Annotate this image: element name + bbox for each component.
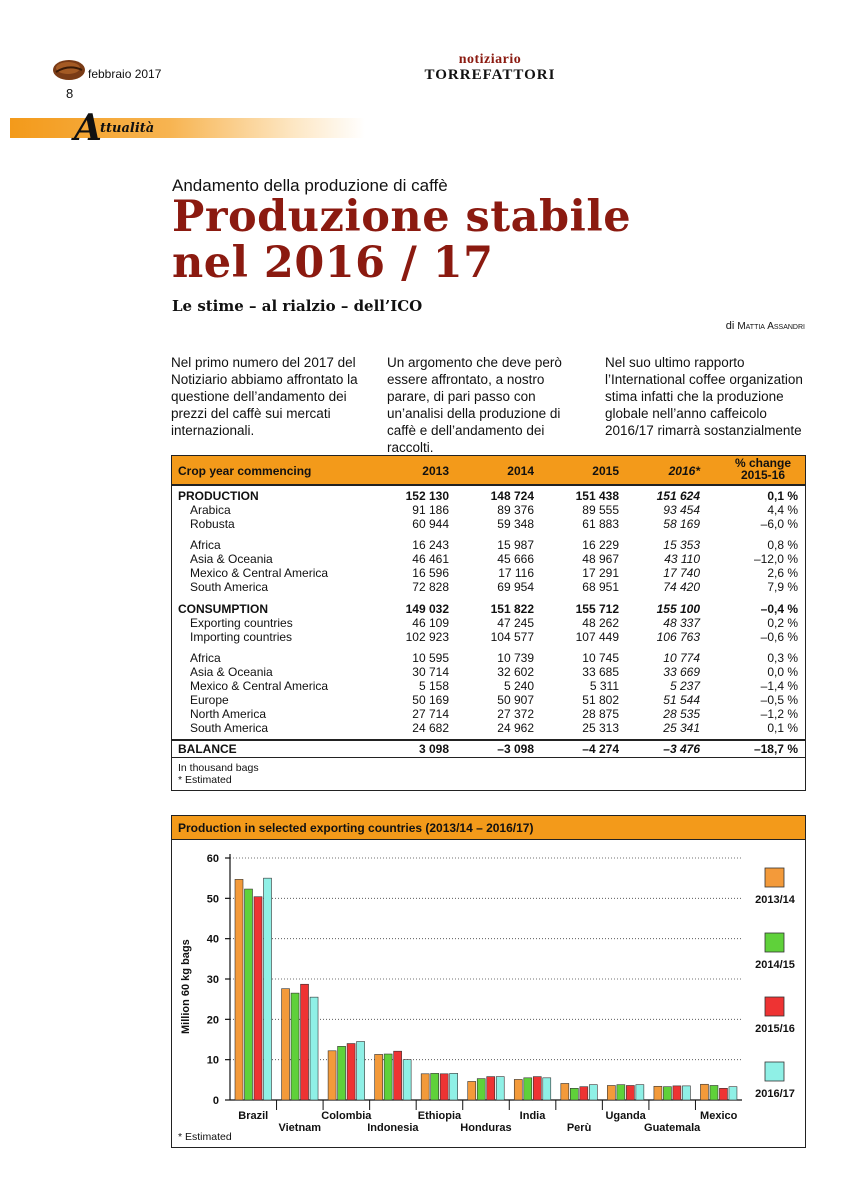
chart-canvas	[172, 816, 805, 1147]
table-cell: 33 685	[582, 665, 619, 679]
page-number: 8	[66, 86, 74, 101]
chart-bar	[561, 1083, 569, 1100]
table-row-label: Africa	[190, 651, 221, 665]
table-cell: 59 348	[497, 517, 534, 531]
chart-bar	[496, 1077, 504, 1100]
table-cell: 107 449	[575, 630, 619, 644]
table-header-2013: 2013	[422, 464, 449, 478]
table-cell: 48 337	[663, 616, 700, 630]
table-cell: 17 116	[498, 566, 534, 580]
chart-bar	[589, 1085, 597, 1100]
table-note-units: In thousand bags	[178, 762, 259, 774]
table-cell: 45 666	[497, 552, 534, 566]
table-row	[172, 552, 805, 566]
table-cell: 5 240	[503, 679, 534, 693]
table-cell: –12,0 %	[753, 552, 798, 566]
headline	[172, 194, 631, 286]
chart-x-tick-label: Vietnam	[278, 1122, 322, 1134]
issue-date: febbraio 2017	[88, 67, 162, 81]
chart-x-tick-label: Indonesia	[367, 1122, 419, 1134]
table-cell: 151 624	[656, 489, 700, 503]
table-cell: 10 774	[663, 651, 700, 665]
table-cell: 32 602	[497, 665, 534, 679]
table-cell: 102 923	[405, 630, 449, 644]
table-cell: 17 291	[582, 566, 619, 580]
chart-bar	[682, 1086, 690, 1100]
table-row-label: Asia & Oceania	[190, 552, 273, 566]
table-row-label: South America	[190, 721, 269, 735]
table-cell: 25 341	[663, 721, 700, 735]
table-cell: 24 962	[497, 721, 534, 735]
table-cell: 74 420	[663, 580, 700, 594]
chart-bar	[440, 1074, 448, 1100]
table-cell: 47 245	[497, 616, 534, 630]
table-cell: 93 454	[663, 503, 700, 517]
table-cell: 25 313	[582, 721, 619, 735]
chart-bar	[347, 1044, 355, 1100]
chart-legend-label: 2015/16	[755, 1023, 795, 1035]
kicker: Andamento della produzione di caffè	[172, 176, 448, 195]
byline-prefix: di	[725, 320, 738, 332]
chart-x-tick-label: Colombia	[321, 1110, 372, 1122]
table-cell: 10 595	[412, 651, 449, 665]
table-cell: 16 596	[412, 566, 449, 580]
chart-bar	[338, 1046, 346, 1100]
byline	[726, 320, 805, 332]
table-header-2015: 2015	[592, 464, 619, 478]
chart-x-tick-label: Brazil	[238, 1110, 269, 1122]
chart-x-tick-label: Mexico	[700, 1110, 738, 1122]
masthead-top: notiziario	[458, 52, 522, 67]
chart-bar	[282, 989, 290, 1100]
table-cell: 91 186	[412, 503, 449, 517]
table-row	[172, 602, 805, 616]
table-row-label: BALANCE	[178, 742, 237, 756]
table-cell: 69 954	[497, 580, 534, 594]
chart-y-tick-label: 60	[206, 853, 219, 865]
chart-legend-label: 2016/17	[755, 1088, 795, 1100]
table-cell: 5 311	[589, 679, 619, 693]
table-row	[172, 693, 805, 707]
body-column-1: Nel primo numero del 2017 del Notiziario abbiamo affrontato la questione dell’andamento dei prezzi del caffè sui mercati internazionali.	[171, 355, 358, 438]
chart-bar	[570, 1088, 578, 1100]
table-cell: 4,4 %	[767, 503, 798, 517]
chart-x-tick-label: Honduras	[460, 1122, 512, 1134]
table-row-label: Asia & Oceania	[190, 665, 273, 679]
body-column-3: Nel suo ultimo rapporto l’International coffee organization stima infatti che la produzione globale nell’anno caffeicolo 2016/17 rimarrà sostanzialmente	[605, 355, 803, 438]
table-cell: 17 740	[663, 566, 700, 580]
table-cell: 3 098	[418, 742, 449, 756]
table-cell: 60 944	[412, 517, 449, 531]
chart-x-tick-label: Uganda	[605, 1110, 646, 1122]
table-cell: 151 438	[575, 489, 619, 503]
table-cell: 152 130	[405, 489, 449, 503]
table-cell: 50 169	[412, 693, 449, 707]
table-cell: –18,7 %	[753, 742, 798, 756]
table-cell: 33 669	[663, 665, 700, 679]
table-cell: 0,3 %	[767, 651, 798, 665]
table-cell: 28 535	[663, 707, 700, 721]
table-cell: 5 237	[669, 679, 700, 693]
chart-bar	[673, 1086, 681, 1100]
chart-bar	[328, 1051, 336, 1100]
table-row-label: Africa	[190, 538, 221, 552]
table-cell: –4 274	[582, 742, 619, 756]
chart-legend-swatch	[765, 933, 784, 952]
table-cell: 43 110	[664, 552, 700, 566]
table-row-label: Arabica	[190, 503, 231, 517]
table-cell: 46 461	[412, 552, 449, 566]
table-row	[172, 538, 805, 552]
table-cell: 51 544	[663, 693, 700, 707]
table-row-label: CONSUMPTION	[178, 602, 268, 616]
table-cell: 2,6 %	[767, 566, 798, 580]
table-cell: 27 714	[412, 707, 449, 721]
chart-bar	[524, 1078, 532, 1100]
table-cell: 151 822	[490, 602, 534, 616]
table-header-change: % change 2015-16	[734, 456, 791, 482]
chart-bar	[421, 1074, 429, 1100]
headline-line-2: nel 2016 / 17	[172, 238, 494, 288]
chart-y-tick-label: 30	[206, 974, 219, 986]
table-note-estimated: * Estimated	[178, 774, 232, 786]
chart-bar	[245, 889, 253, 1100]
table-header-2014: 2014	[507, 464, 534, 478]
table-cell: –6,0 %	[760, 517, 798, 531]
chart-x-tick-label: Ethiopia	[417, 1110, 462, 1122]
table-cell: 104 577	[490, 630, 534, 644]
table-row-label: North America	[190, 707, 267, 721]
table-row-label: South America	[190, 580, 269, 594]
chart-legend-label: 2014/15	[755, 959, 795, 971]
chart-bar	[394, 1051, 402, 1100]
table-cell: 0,0 %	[767, 665, 798, 679]
chart-bar	[729, 1087, 737, 1100]
chart-bar	[254, 897, 262, 1100]
chart-x-tick-label: Guatemala	[644, 1122, 701, 1134]
table-cell: –0,6 %	[760, 630, 798, 644]
headline-line-1: Produzione stabile	[172, 192, 632, 242]
chart-bar	[375, 1054, 383, 1100]
table-row-label: Europe	[190, 693, 229, 707]
table-row	[172, 651, 805, 665]
section-band	[10, 118, 365, 138]
production-table	[171, 455, 806, 791]
chart-legend-swatch	[765, 868, 784, 887]
chart-y-tick-label: 40	[206, 933, 219, 946]
table-row	[172, 721, 805, 735]
table-row	[172, 580, 805, 594]
chart-x-tick-label: Perù	[566, 1122, 592, 1134]
chart-bar	[477, 1079, 485, 1100]
table-cell: 72 828	[412, 580, 449, 594]
section-rest: ttualità	[100, 121, 155, 136]
chart-bar	[301, 984, 309, 1100]
table-row-label: PRODUCTION	[178, 489, 259, 503]
chart-bar	[384, 1054, 392, 1100]
table-cell: –1,2 %	[760, 707, 798, 721]
table-row	[172, 616, 805, 630]
table-header	[172, 456, 805, 486]
table-cell: 58 169	[663, 517, 700, 531]
chart-legend-swatch	[765, 1062, 784, 1081]
chart-bar	[291, 993, 299, 1100]
table-cell: –0,5 %	[760, 693, 798, 707]
balance-rule-top	[172, 739, 805, 741]
chart-bar	[710, 1085, 718, 1100]
chart-bar	[626, 1085, 634, 1100]
production-chart	[171, 815, 806, 1148]
table-row-label: Robusta	[190, 517, 235, 531]
chart-bar	[533, 1077, 541, 1100]
chart-bar	[719, 1088, 727, 1100]
table-cell: 51 802	[582, 693, 619, 707]
table-row-label: Importing countries	[190, 630, 293, 644]
chart-y-tick-label: 20	[206, 1014, 219, 1027]
table-row	[172, 707, 805, 721]
masthead-bottom: TORREFATTORI	[424, 67, 556, 83]
table-cell: 0,8 %	[767, 538, 798, 552]
table-row-label: Mexico & Central America	[190, 566, 329, 580]
table-cell: 5 158	[418, 679, 449, 693]
table-cell: 61 883	[582, 517, 619, 531]
table-cell: 0,1 %	[767, 489, 798, 503]
table-cell: 155 712	[575, 602, 619, 616]
table-header-2016: 2016*	[668, 464, 700, 478]
chart-legend-swatch	[765, 997, 784, 1016]
chart-y-axis-label: Million 60 kg bags	[180, 939, 192, 1034]
subheadline: Le stime – al rialzio – dell’ICO	[172, 297, 423, 315]
table-cell: 50 907	[497, 693, 534, 707]
chart-bar	[403, 1060, 411, 1100]
table-cell: 24 682	[412, 721, 449, 735]
chart-legend-label: 2013/14	[755, 894, 795, 906]
chart-y-tick-label: 0	[212, 1095, 219, 1107]
table-cell: 15 987	[497, 538, 534, 552]
chart-bar	[450, 1073, 458, 1100]
table-cell: 48 967	[582, 552, 619, 566]
table-row	[172, 742, 805, 756]
table-cell: 7,9 %	[767, 580, 798, 594]
body-column-2: Un argomento che deve però essere affrontato, a nostro parare, di pari passo con un’analisi della produzione di caffè e dell’andamento dei raccolti.	[387, 355, 562, 455]
table-cell: 106 763	[656, 630, 700, 644]
table-cell: 0,2 %	[767, 616, 798, 630]
masthead	[400, 53, 580, 83]
chart-bar	[580, 1087, 588, 1100]
table-cell: 0,1 %	[767, 721, 798, 735]
chart-title: Production in selected exporting countries (2013/14 – 2016/17)	[172, 816, 805, 840]
chart-bar	[264, 878, 272, 1100]
section-initial: A	[74, 107, 102, 149]
chart-bar	[357, 1042, 365, 1100]
table-cell: –1,4 %	[760, 679, 798, 693]
table-cell: 89 376	[497, 503, 534, 517]
table-cell: 10 745	[582, 651, 619, 665]
chart-bar	[310, 997, 318, 1100]
chart-bar	[700, 1084, 708, 1100]
table-cell: 15 353	[663, 538, 700, 552]
chart-bar	[636, 1085, 644, 1100]
coffee-bean-icon	[52, 58, 86, 82]
byline-author: Mattia Assandri	[737, 321, 805, 332]
chart-bar	[617, 1085, 625, 1100]
table-cell: 10 739	[497, 651, 534, 665]
table-cell: 148 724	[490, 489, 534, 503]
chart-note: * Estimated	[178, 1131, 232, 1143]
table-row	[172, 503, 805, 517]
chart-bar	[607, 1085, 615, 1100]
table-cell: 68 951	[582, 580, 619, 594]
table-row	[172, 566, 805, 580]
chart-bar	[487, 1077, 495, 1100]
table-cell: 48 262	[582, 616, 619, 630]
table-cell: 155 100	[656, 602, 700, 616]
chart-y-tick-label: 10	[206, 1054, 219, 1067]
table-row	[172, 665, 805, 679]
table-cell: 30 714	[412, 665, 449, 679]
chart-x-tick-label: India	[519, 1110, 546, 1122]
table-cell: 89 555	[582, 503, 619, 517]
chart-bar	[514, 1079, 522, 1100]
chart-bar	[431, 1073, 439, 1100]
table-header-label: Crop year commencing	[178, 464, 312, 478]
table-cell: –3 476	[663, 742, 700, 756]
table-cell: 16 229	[582, 538, 619, 552]
table-row-label: Exporting countries	[190, 616, 293, 630]
chart-y-tick-label: 50	[206, 893, 219, 906]
table-cell: 46 109	[412, 616, 449, 630]
table-cell: –3 098	[497, 742, 534, 756]
table-cell: 27 372	[497, 707, 534, 721]
balance-rule-bottom	[172, 757, 805, 758]
table-row	[172, 489, 805, 503]
table-row	[172, 517, 805, 531]
chart-bar	[543, 1078, 551, 1100]
chart-bar	[468, 1081, 476, 1100]
table-cell: 149 032	[405, 602, 449, 616]
section-label	[74, 107, 155, 149]
chart-bar	[663, 1087, 671, 1100]
chart-bar	[654, 1086, 662, 1100]
table-cell: 28 875	[582, 707, 619, 721]
table-cell: –0,4 %	[760, 602, 798, 616]
table-notes	[178, 762, 259, 786]
table-row-label: Mexico & Central America	[190, 679, 329, 693]
table-row	[172, 679, 805, 693]
table-row	[172, 630, 805, 644]
table-cell: 16 243	[412, 538, 449, 552]
chart-bar	[235, 879, 243, 1100]
